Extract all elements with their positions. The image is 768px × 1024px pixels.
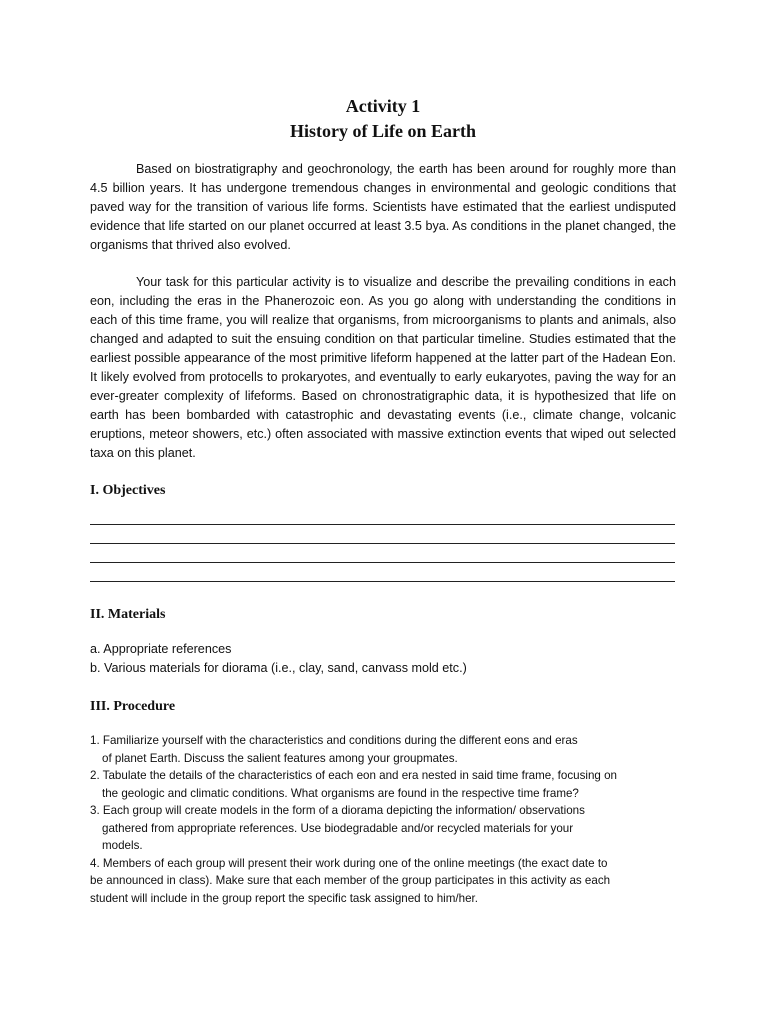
materials-item: b. Various materials for diorama (i.e., clay, sand, canvass mold etc.) xyxy=(90,661,467,675)
document-page xyxy=(90,94,676,907)
blank-line xyxy=(90,544,675,563)
procedure-step-4: 4. Members of each group will present their work during one of the online meetings (the exact date to be announced in class). Make sure that each member of the group participates in this activity as each student will include in the group report the specific task assigned to him/her. xyxy=(90,856,611,905)
procedure-heading: III. Procedure xyxy=(90,699,176,714)
materials-heading: II. Materials xyxy=(90,607,166,622)
intro-paragraph: Based on biostratigraphy and geochronology, the earth has been around for roughly more than 4.5 billion years. It has undergone tremendous changes in environmental and geologic conditions that paved way for the transition of various life forms. Scientists have estimated that the earliest undisputed evidence that life started on our planet occurred at least 3.5 bya. As conditions in the planet changed, the organisms that thrived also evolved. xyxy=(90,162,676,252)
blank-line xyxy=(90,506,675,525)
procedure-step-1: 1. Familiarize yourself with the characteristics and conditions during the different eons and eras of planet Earth. Discuss the salient features among your groupmates. xyxy=(90,734,578,765)
procedure-step-2: 2. Tabulate the details of the characteristics of each eon and era nested in said time frame, focusing on the geologic and climatic conditions. What organisms are found in the respective time frame? xyxy=(90,769,617,800)
materials-item: a. Appropriate references xyxy=(90,642,232,656)
procedure-step-3: 3. Each group will create models in the form of a diorama depicting the information/ observations gathered from appropriate references. Use biodegradable and/or recycled materials for your models. xyxy=(90,804,585,852)
blank-line xyxy=(90,563,675,582)
task-paragraph: Your task for this particular activity is to visualize and describe the prevailing conditions in each eon, including the eras in the Phanerozoic eon. As you go along with understanding the conditions in each of this time frame, you will realize that organisms, from microorganisms to plants and animals, also changed and adapted to suit the ensuing condition on that particular timeline. Studies estimated that the earliest possible appearance of the most primitive lifeform happened at the latter part of the Hadean Eon. It likely evolved from protocells to prokaryotes, and eventually to early eukaryotes, paving the way for an ever-greater complexity of lifeforms. Based on chronostratigraphic data, it is hypothesized that life on earth has been bombarded with catastrophic and devastating events (i.e., climate change, volcanic eruptions, meteor showers, etc.) often associated with massive extinction events that wiped out selected taxa on this planet. xyxy=(90,275,676,460)
activity-subtitle: History of Life on Earth xyxy=(290,121,476,141)
procedure-list xyxy=(90,732,676,907)
materials-list xyxy=(90,640,676,678)
objectives-heading: I. Objectives xyxy=(90,483,166,498)
objectives-blank-lines xyxy=(90,506,676,582)
blank-line xyxy=(90,525,675,544)
activity-title: Activity 1 xyxy=(345,96,421,116)
